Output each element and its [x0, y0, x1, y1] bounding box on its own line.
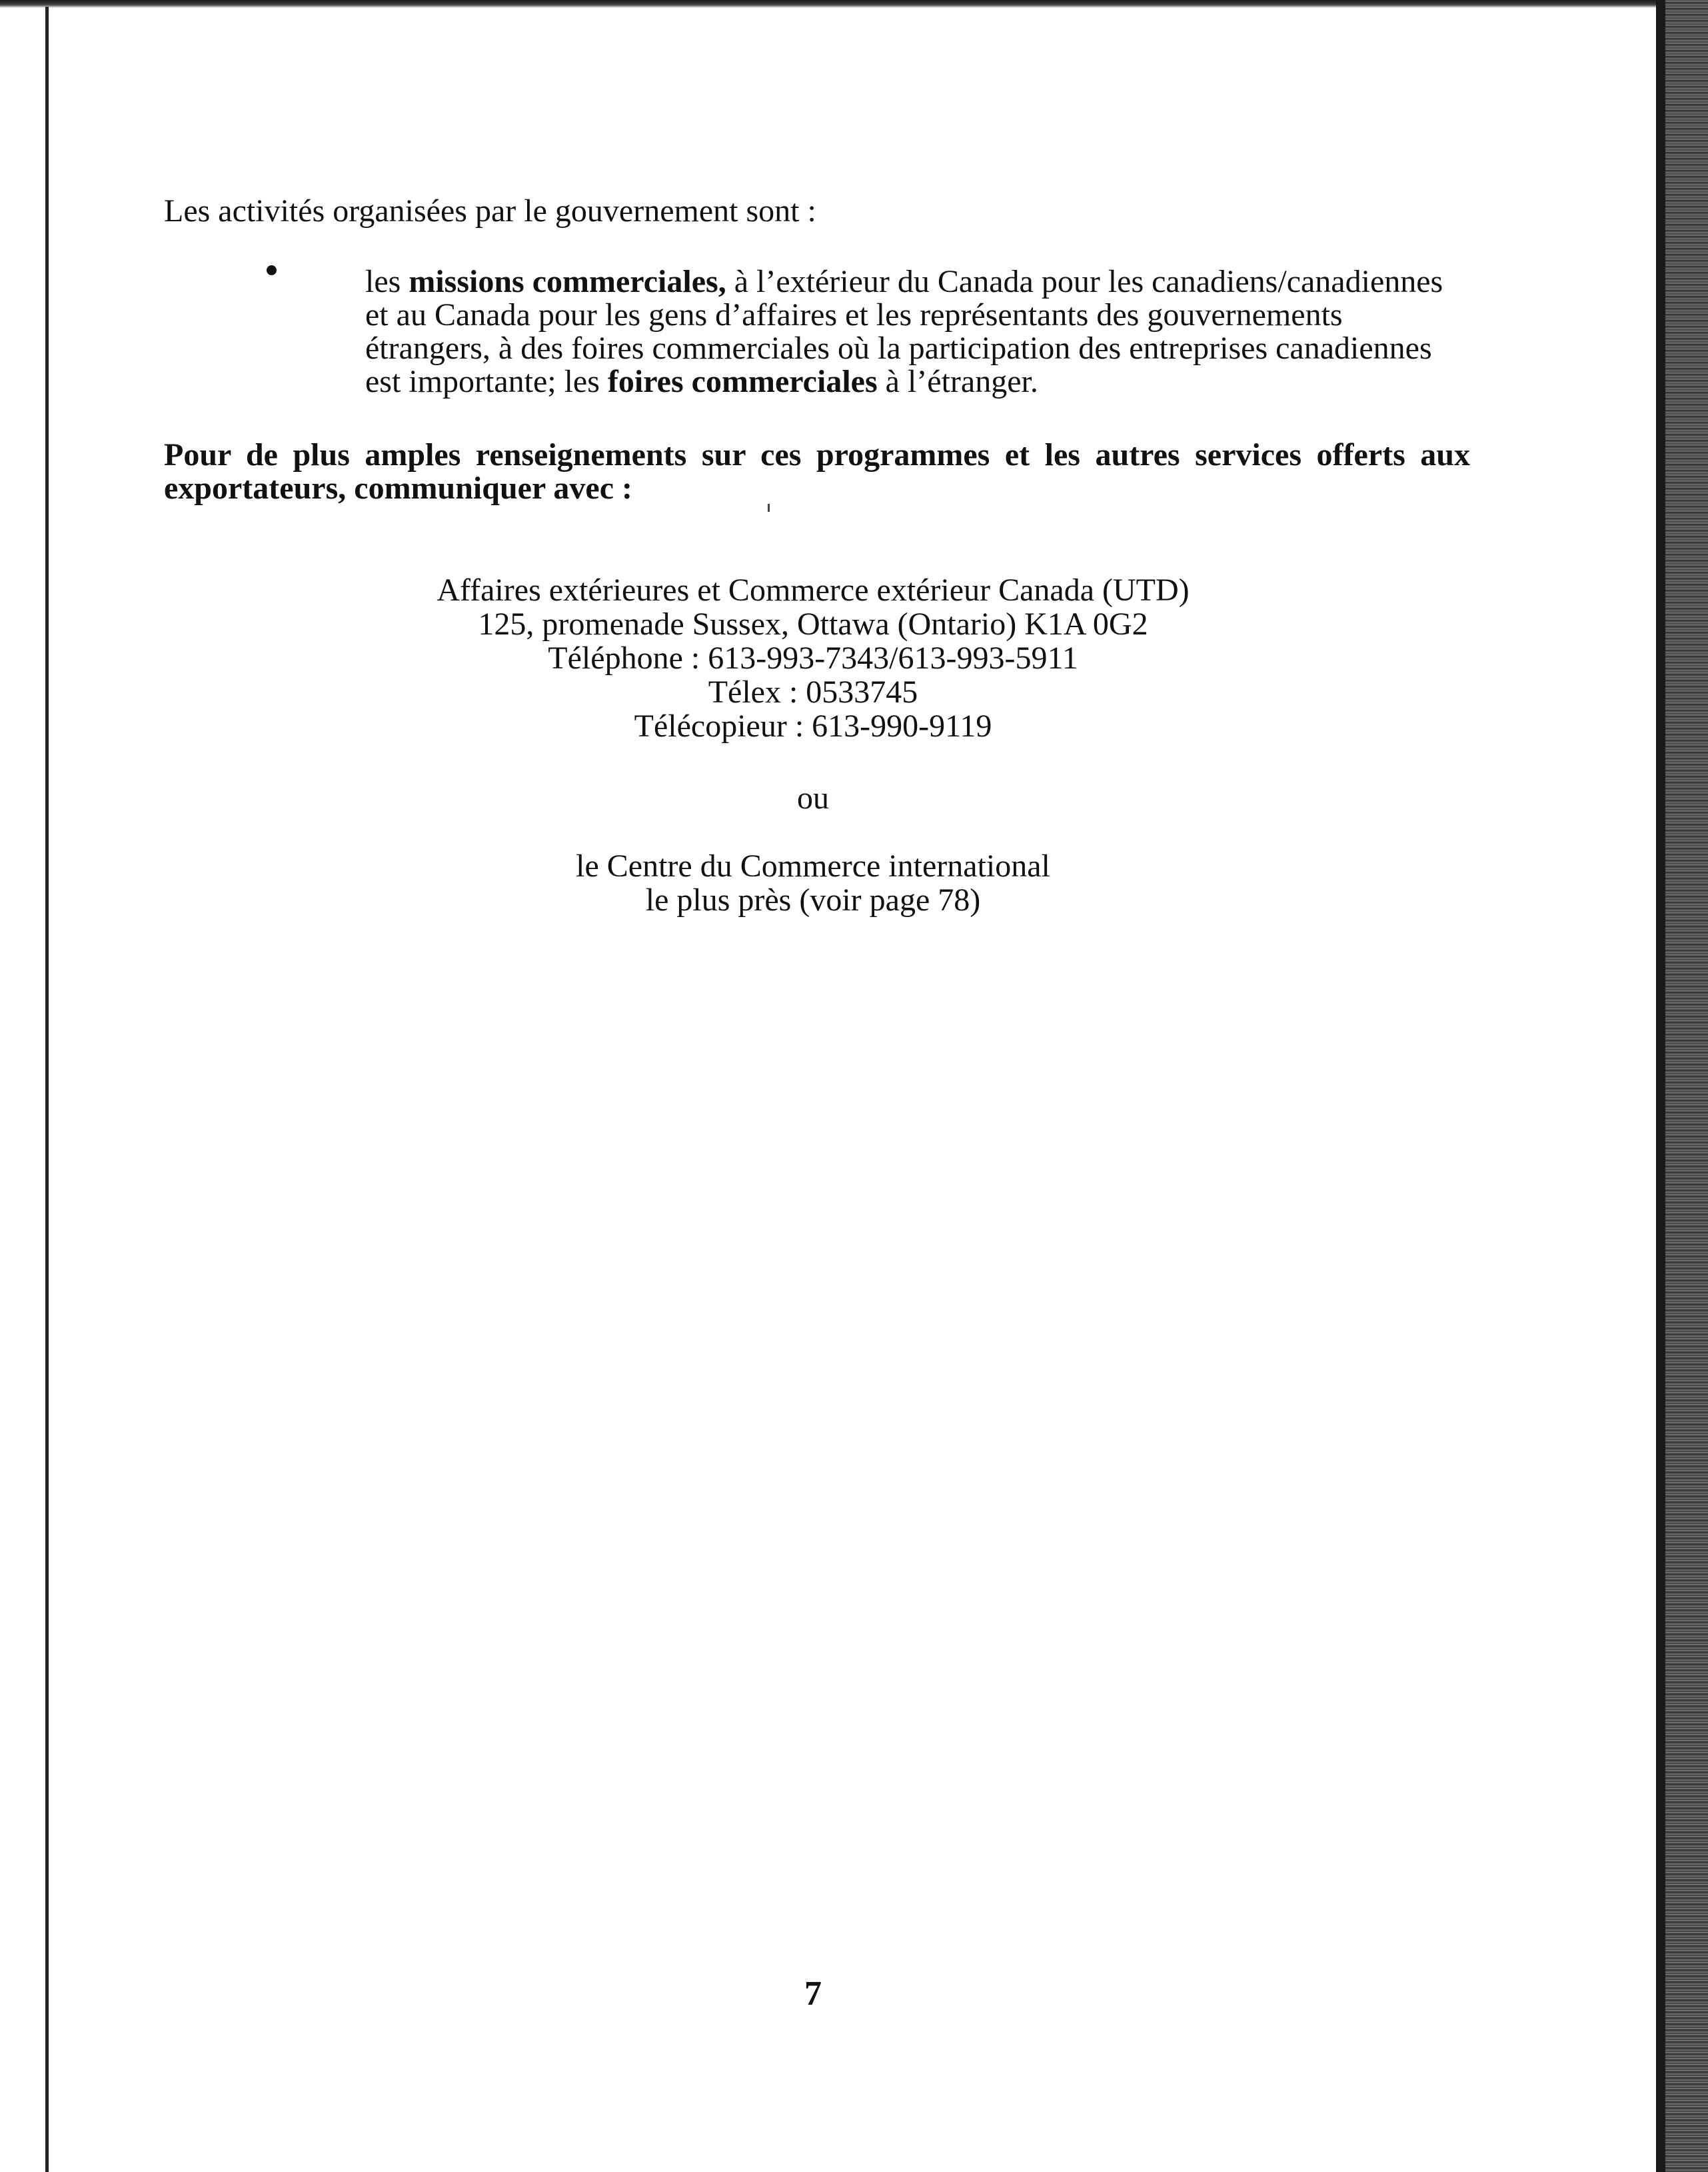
address-line-phone: Téléphone : 613-993-7343/613-993-5911 — [548, 640, 1078, 676]
bullet-bold-missions: missions commerciales, — [409, 264, 726, 299]
centre-block — [0, 849, 1626, 917]
address-line-street: 125, promenade Sussex, Ottawa (Ontario) K1A 0G2 — [478, 606, 1148, 642]
bullet-text-part1: les — [365, 264, 409, 299]
bullet-icon — [267, 265, 277, 275]
centre-line-2: le plus près (voir page 78) — [645, 882, 981, 918]
page-number: 7 — [804, 1975, 822, 2013]
contact-intro: Pour de plus amples renseignements sur ces programmes et les autres services offerts aux exportateurs, communiquer avec : — [164, 437, 1470, 506]
bullet-text-part3: à l’étranger. — [877, 364, 1038, 399]
scan-right-border — [1656, 0, 1665, 2172]
scan-speck — [768, 504, 770, 512]
address-line-org: Affaires extérieures et Commerce extérieur Canada (UTD) — [436, 572, 1190, 608]
address-line-fax: Télécopieur : 613-990-9119 — [634, 708, 992, 744]
or-separator: ou — [797, 780, 829, 816]
bullet-text-part2: à l’extérieur du Canada pour les canadiens/canadiennes et au Canada pour les gens d’affaires et les représentants des gouvernements étrangers, à des foires commerciales où la participation des entreprises canadiennes est importante; les — [365, 264, 1443, 399]
intro-text: Les activités organisées par le gouvernement sont : — [164, 193, 816, 229]
centre-line-1: le Centre du Commerce international — [576, 848, 1050, 884]
scan-top-edge — [0, 0, 1708, 8]
bullet-paragraph — [365, 265, 1445, 399]
address-block — [0, 573, 1626, 743]
scan-right-edge — [1665, 0, 1708, 2172]
bullet-bold-foires: foires commerciales — [607, 364, 878, 399]
address-line-telex: Télex : 0533745 — [708, 674, 918, 710]
scan-left-rule — [45, 7, 49, 2172]
